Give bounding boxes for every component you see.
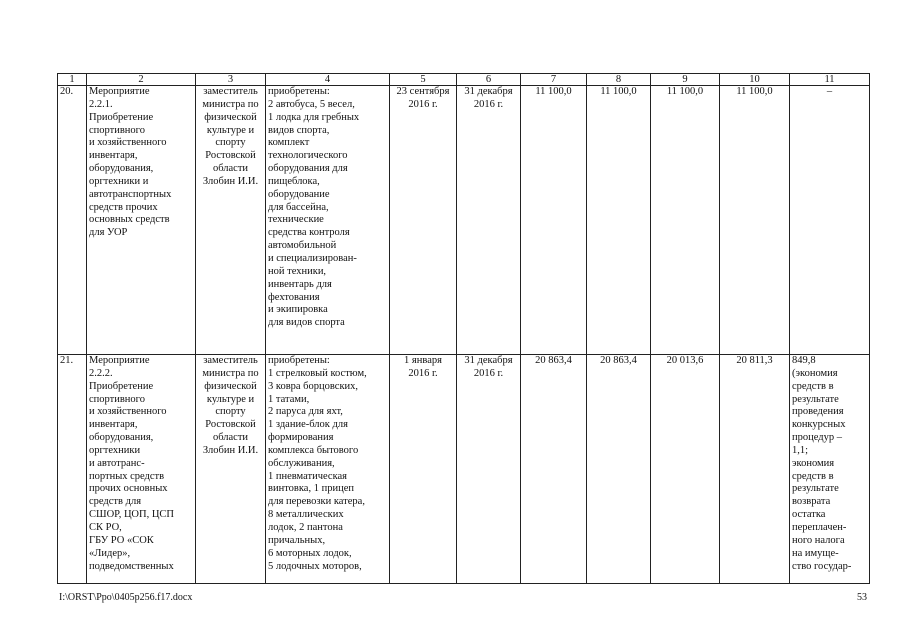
value-col8: 20 863,4 xyxy=(587,355,651,584)
result-description: приобретены: 1 стрелковый костюм, 3 ковра борцовских, 1 татами, 2 паруса для яхт, 1 здание-блок для формирования комплекса бытового обслуживания, 1 пневматическая винтовка, 1 прицеп для перевозки катера, 8 металлических лодок, 2 пантона причальных, 6 моторных лодок, 5 лодочных моторов, xyxy=(266,355,390,584)
value-col7: 20 863,4 xyxy=(521,355,587,584)
row-number: 20. xyxy=(58,86,87,355)
file-path: I:\ORST\Ppo\0405p256.f17.docx xyxy=(59,592,193,603)
col-header: 7 xyxy=(521,74,587,86)
value-col7: 11 100,0 xyxy=(521,86,587,355)
value-col11: 849,8 (экономия средств в результате проведения конкурсных процедур – 1,1; экономия средств в результате возврата остатка переплачен- ного налога на имуще- ство государ- xyxy=(790,355,870,584)
responsible-person: заместитель министра по физической культуре и спорту Ростовской области Злобин И.И. xyxy=(196,86,266,355)
value-col10: 11 100,0 xyxy=(720,86,790,355)
value-col10: 20 811,3 xyxy=(720,355,790,584)
end-date: 31 декабря 2016 г. xyxy=(457,355,521,584)
col-header: 8 xyxy=(587,74,651,86)
start-date: 1 января 2016 г. xyxy=(390,355,457,584)
table-row xyxy=(58,355,870,584)
start-date: 23 сентября 2016 г. xyxy=(390,86,457,355)
page-number: 53 xyxy=(857,592,867,603)
result-description: приобретены: 2 автобуса, 5 весел, 1 лодка для гребных видов спорта, комплект технологического оборудования для пищеблока, оборудование для бассейна, технические средства контроля автомобильной и специализирован- ной техники, инвентарь для фехтования и экипировка для видов спорта xyxy=(266,86,390,355)
col-header: 10 xyxy=(720,74,790,86)
col-header: 9 xyxy=(651,74,720,86)
row-number: 21. xyxy=(58,355,87,584)
col-header: 3 xyxy=(196,74,266,86)
end-date: 31 декабря 2016 г. xyxy=(457,86,521,355)
col-header: 1 xyxy=(58,74,87,86)
col-header: 11 xyxy=(790,74,870,86)
activities-table xyxy=(57,73,870,584)
event-name: Мероприятие 2.2.1. Приобретение спортивного и хозяйственного инвентаря, оборудования, оргтехники и автотранспортных средств прочих основных средств для УОР xyxy=(87,86,196,355)
col-header: 6 xyxy=(457,74,521,86)
value-col9: 11 100,0 xyxy=(651,86,720,355)
value-col11: – xyxy=(790,86,870,355)
col-header: 2 xyxy=(87,74,196,86)
value-col8: 11 100,0 xyxy=(587,86,651,355)
event-name: Мероприятие 2.2.2. Приобретение спортивного и хозяйственного инвентаря, оборудования, оргтехники и автотранс- портных средств прочих основных средств для СШОР, ЦОП, ЦСП СК РО, ГБУ РО «СОК «Лидер», подведомственных xyxy=(87,355,196,584)
table-row xyxy=(58,86,870,355)
col-header: 5 xyxy=(390,74,457,86)
responsible-person: заместитель министра по физической культуре и спорту Ростовской области Злобин И.И. xyxy=(196,355,266,584)
column-number-row xyxy=(58,74,870,86)
col-header: 4 xyxy=(266,74,390,86)
value-col9: 20 013,6 xyxy=(651,355,720,584)
